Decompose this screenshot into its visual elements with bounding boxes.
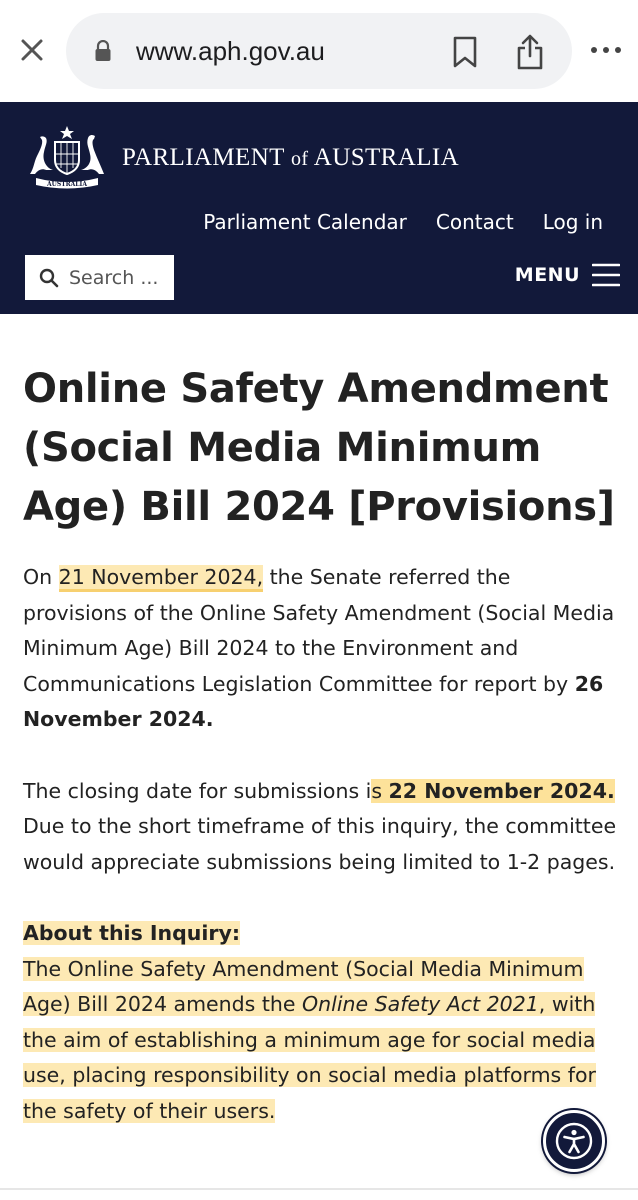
menu-label: MENU bbox=[514, 264, 580, 286]
nav-link-contact[interactable]: Contact bbox=[435, 210, 514, 234]
accessibility-button[interactable] bbox=[543, 1110, 605, 1172]
utility-nav bbox=[203, 210, 603, 234]
crest-scroll-text: AUSTRALIA bbox=[46, 181, 88, 188]
act-name: Online Safety Act 2021 bbox=[302, 992, 539, 1016]
browser-toolbar bbox=[0, 0, 638, 102]
text-run: The Online Safety Amendment (Social Media Minimum Age) Bill 2024 amends the bbox=[23, 956, 584, 1016]
logo-word-parliament: PARLIAMENT bbox=[122, 144, 285, 171]
logo-word-of: of bbox=[291, 148, 309, 170]
more-icon bbox=[588, 38, 624, 62]
closing-date: 22 November 2024. bbox=[388, 778, 615, 803]
close-button[interactable] bbox=[14, 32, 50, 68]
text-run: On bbox=[23, 565, 59, 589]
page-divider bbox=[0, 1188, 638, 1190]
more-options-button[interactable] bbox=[588, 38, 624, 62]
nav-link-parliament-calendar[interactable]: Parliament Calendar bbox=[203, 210, 407, 234]
address-bar[interactable] bbox=[66, 13, 572, 89]
highlighted-date: 21 November 2024, bbox=[59, 565, 263, 592]
search-input[interactable] bbox=[69, 267, 169, 289]
about-section bbox=[23, 916, 619, 1129]
share-button[interactable] bbox=[514, 33, 546, 71]
accessibility-icon bbox=[555, 1122, 593, 1160]
site-logo-text[interactable] bbox=[122, 144, 459, 172]
search-box bbox=[25, 255, 174, 300]
site-header bbox=[0, 102, 638, 314]
page-title: Online Safety Amendment (Social Media Minimum Age) Bill 2024 [Provisions] bbox=[23, 366, 615, 530]
text-run: The closing date for submissions i bbox=[23, 778, 372, 803]
text-run: s bbox=[371, 778, 389, 803]
text-run: the Senate referred the provisions of the Online Safety Amendment (Social Media Minimum Age) Bill 2024 to the Environment and Communications Legislation Committee for report by bbox=[23, 565, 615, 696]
bookmark-icon bbox=[450, 35, 480, 69]
text-run: Due to the short timeframe of this inquiry, the committee would appreciate submissions being limited to 1-2 pages. bbox=[23, 814, 617, 874]
coat-of-arms[interactable] bbox=[22, 124, 112, 190]
lock-icon bbox=[94, 40, 112, 62]
report-date: 26 November 2024. bbox=[23, 671, 604, 731]
menu-button[interactable] bbox=[515, 262, 620, 288]
close-icon bbox=[14, 32, 50, 68]
search-icon[interactable] bbox=[39, 268, 59, 288]
submissions-paragraph bbox=[23, 774, 619, 881]
share-icon bbox=[514, 33, 546, 71]
text-run: , with the aim of establishing a minimum age for social media use, placing responsibility on social media platforms for the safety of their users. bbox=[23, 992, 596, 1123]
nav-link-log-in[interactable]: Log in bbox=[542, 210, 603, 234]
about-text bbox=[23, 957, 596, 1123]
url-text: www.aph.gov.au bbox=[136, 36, 325, 66]
about-heading: About this Inquiry: bbox=[23, 921, 241, 945]
bookmark-button[interactable] bbox=[450, 35, 480, 69]
referral-paragraph bbox=[23, 560, 619, 738]
hamburger-icon bbox=[592, 262, 620, 288]
main-content bbox=[23, 360, 619, 1129]
logo-word-australia: AUSTRALIA bbox=[313, 144, 460, 171]
